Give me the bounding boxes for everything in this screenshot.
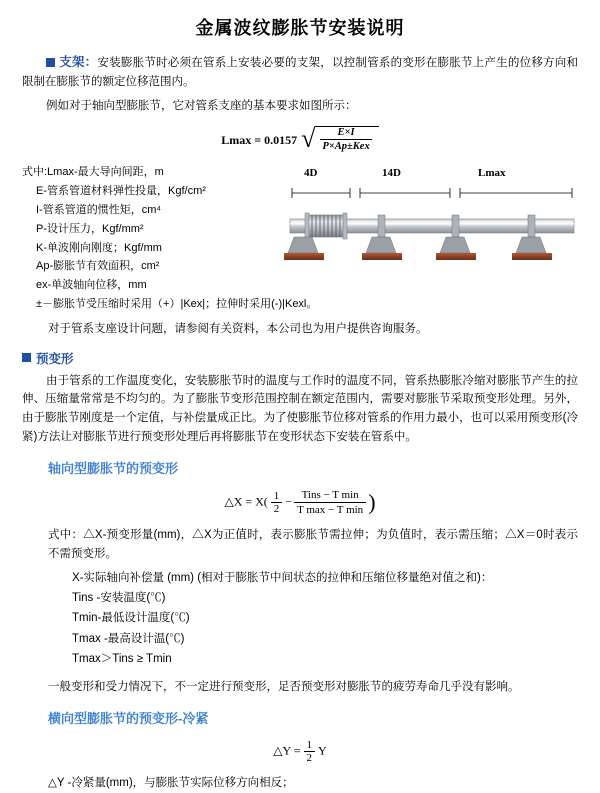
bracket-heading: 支架：: [59, 55, 98, 69]
bracket-paragraph-1: 安装膨胀节时必须在管系上安装必要的支架，以控制管系的变形在膨胀节上产生的位移方向和限制在膨胀节的额定位移范围内。: [22, 57, 578, 88]
legend-line: E-管系管道材料弹性投量，Kgf/cm²: [36, 184, 206, 197]
legend-line: I-管系管道的惯性矩，cm⁴: [36, 203, 162, 216]
bracket-section-intro: [22, 52, 578, 91]
legend-line: P-设计压力，Kgf/mm²: [36, 222, 144, 235]
predeform-heading-label: 预变形: [36, 351, 74, 366]
predeform-paragraph: 由于管系的工作温度变化，安装膨胀节时的温度与工作时的温度不同，管系热膨胀冷缩对膨胀节产生的拉伸、压缩量常常是不均匀的。为了膨胀节变形范围控制在额定范围内，需要对膨胀节采取预变形处理。另外，由于膨胀节刚度是一个定值，与补偿量成正比。为了使膨胀节位移对管系的作用力最小，也可以采用预变形(冷紧)方法让对膨胀节进行预变形处理后再将膨胀节在变形状态下安装在管系中。: [22, 374, 578, 443]
lmax-formula-numerator: E×I: [337, 126, 355, 138]
legend-line: K-单波刚向刚度；Kgf/mm: [36, 241, 162, 254]
axial-legend-line: Tmax＞Tins ≥ Tmin: [72, 653, 172, 666]
lmax-formula: [22, 123, 578, 155]
diagram-label-4d: 4D: [304, 166, 318, 179]
bracket-paragraph-2: 例如对于轴向型膨胀节，它对管系支座的基本要求如图所示：: [46, 100, 357, 113]
blue-square-bullet-icon: [46, 58, 55, 67]
axial-formula-half: [271, 490, 283, 515]
blue-square-bullet-icon: [22, 353, 31, 362]
diagram-svg: [282, 167, 578, 285]
lateral-formula-lhs: △Y =: [273, 743, 301, 758]
lateral-formula-half-den: 2: [306, 752, 313, 765]
diagram-label-lmax: Lmax: [478, 166, 506, 179]
diagram-label-14d: 14D: [382, 166, 401, 179]
lateral-formula-note: △Y -冷紧量(mm)，与膨胀节实际位移方向相反；: [48, 777, 294, 790]
bracket-support-note: 对于管系支座设计问题，请参阅有关资料，本公司也为用户提供咨询服务。: [48, 323, 428, 336]
predeform-heading: [22, 349, 578, 367]
axial-formula-frac-num: Tins − T min: [294, 489, 366, 503]
axial-predeform-heading: 轴向型膨胀节的预变形: [48, 461, 179, 477]
legend-line: ±－膨胀节受压缩时采用（+）|Kex|；拉伸时采用(-)|Kexl。: [36, 298, 318, 311]
axial-legend-line: X-实际轴向补偿量 (mm) (相对于膨胀节中间状态的拉伸和压缩位移量绝对值之和)：: [72, 571, 493, 584]
page-title: 金属波纹膨胀节安装说明: [195, 18, 405, 38]
axial-legend-line: Tmin-最低设计温度(℃): [72, 612, 190, 625]
axial-formula-half-num: 1: [271, 490, 283, 503]
lmax-formula-lhs: Lmax = 0.0157: [221, 132, 298, 147]
legend-line: Ap-膨胀节有效面积，cm²: [36, 260, 160, 273]
legend-and-diagram: [22, 163, 578, 314]
axial-formula-frac-den: T max − T min: [297, 504, 364, 517]
axial-formula-note: 式中：△X-预变形量(mm)，△X为正值时，表示膨胀节需拉伸；为负值时，表示需压缩；△X＝0时表示不需预变形。: [48, 529, 578, 560]
axial-formula-close-paren: ): [368, 489, 376, 515]
lateral-formula-half-num: 1: [304, 739, 316, 752]
axial-predeform-formula: [22, 489, 578, 516]
axial-formula-lhs: △X = X(: [224, 494, 268, 509]
lateral-predeform-formula: [22, 739, 578, 764]
piping-support-diagram: [282, 167, 578, 285]
axial-legend-line: Tins -安装温度(℃): [72, 591, 166, 604]
lmax-formula-denominator: P×Ap±Kex: [322, 140, 370, 152]
axial-formula-minus: −: [285, 494, 293, 509]
sqrt-group: [301, 123, 379, 155]
axial-legend-line: Tmax -最高设计温(℃): [72, 632, 185, 645]
legend-line: 式中:Lmax-最大导向间距，m: [22, 165, 164, 178]
sqrt-radicand: [315, 126, 378, 155]
lateral-formula-half: [304, 739, 316, 764]
legend-line: ex-单波轴向位移，mm: [36, 279, 147, 292]
axial-tail-note: 一般变形和受力情况下，不一定进行预变形，足否预变形对膨胀节的疲劳寿命几乎没有影响。: [48, 680, 520, 693]
axial-formula-fraction: [294, 489, 366, 516]
document-page: [0, 14, 600, 790]
sqrt-icon: √: [301, 123, 316, 153]
axial-formula-half-den: 2: [273, 503, 280, 516]
lateral-formula-rhs: Y: [318, 743, 327, 758]
lateral-predeform-heading: 横向型膨胀节的预变形-冷紧: [48, 711, 209, 727]
